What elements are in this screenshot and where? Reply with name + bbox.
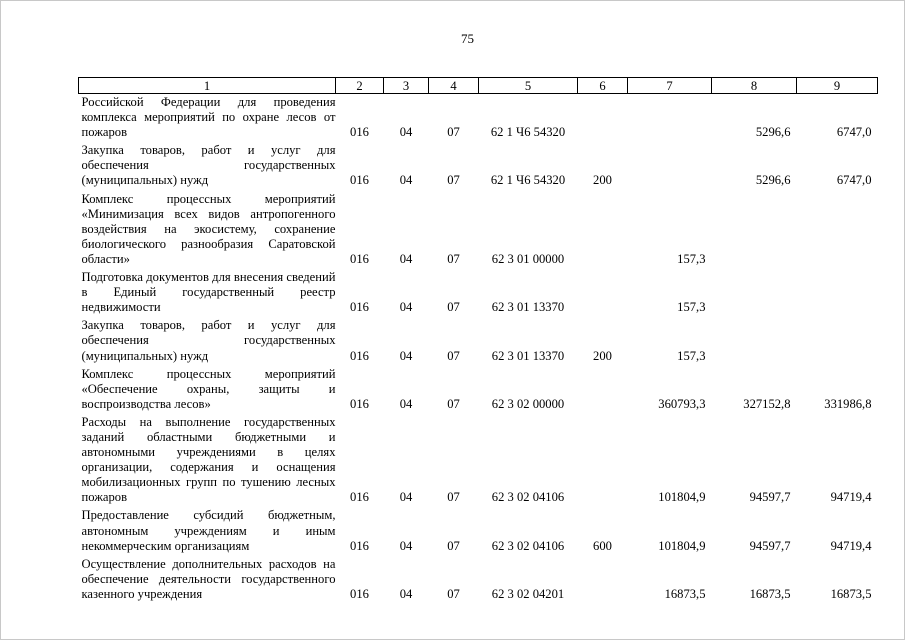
cell-code-3: 04 [399,538,413,553]
cell-code-2: 016 [350,300,369,315]
column-header: 8 [712,78,797,94]
cell-amount-9: 6747,0 [836,125,872,140]
cell-amount-8: 94597,7 [749,490,791,505]
cell-code-3: 04 [399,251,413,266]
cell-code-4: 07 [447,173,460,188]
table-row [79,191,878,269]
row-description: Комплекс процессных мероприятий «Минимизация всех видов антропогенного воздействия на экосистему, сохранение биологического разнообразия Саратовской области» [81,191,336,266]
table-row [79,414,878,508]
cell-amount-7 [628,142,712,190]
row-description: Расходы на выполнение государственных заданий областными бюджетными и автономными учреждениями в целях организации, содержания и оснащения мобилизационных групп по тушению лесных пожаров [81,414,336,505]
cell-amount-8 [712,317,797,365]
cell-code-5: 62 1 Ч6 54320 [490,125,566,140]
cell-amount-7: 101804,9 [658,490,706,505]
table-row [79,142,878,190]
cell-code-4: 07 [447,396,460,411]
column-header: 6 [578,78,628,94]
cell-code-2: 016 [350,173,369,188]
cell-code-5: 62 3 02 00000 [491,396,565,411]
cell-amount-7: 16873,5 [664,586,706,601]
cell-code-2: 016 [350,251,369,266]
cell-code-4: 07 [447,125,460,140]
column-header: 2 [336,78,384,94]
table-row [79,269,878,317]
cell-amount-7: 157,3 [677,348,706,363]
cell-code-4: 07 [447,251,460,266]
cell-amount-7: 360793,3 [658,396,706,411]
cell-code-6 [578,191,628,269]
cell-code-2: 016 [350,586,369,601]
cell-code-5: 62 3 01 13370 [491,348,565,363]
cell-code-2: 016 [350,125,369,140]
cell-code-3: 04 [399,173,413,188]
row-description: Осуществление дополнительных расходов на обеспечение деятельности государственного казенного учреждения [81,556,336,601]
table-row [79,317,878,365]
cell-amount-8 [712,269,797,317]
cell-code-6 [578,556,628,604]
cell-amount-8 [712,191,797,269]
cell-amount-9 [797,269,878,317]
column-header: 7 [628,78,712,94]
cell-code-4: 07 [447,490,460,505]
cell-code-6 [578,94,628,143]
column-header: 5 [479,78,578,94]
cell-code-3: 04 [399,396,413,411]
cell-amount-9 [797,317,878,365]
cell-amount-9: 94719,4 [830,538,872,553]
cell-amount-9: 331986,8 [824,396,872,411]
cell-amount-9 [797,191,878,269]
table-row [79,366,878,414]
cell-code-6 [578,269,628,317]
cell-amount-8: 94597,7 [749,538,791,553]
cell-code-6: 200 [593,348,612,363]
column-header: 4 [429,78,479,94]
cell-code-2: 016 [350,490,369,505]
cell-amount-9: 94719,4 [830,490,872,505]
cell-code-5: 62 1 Ч6 54320 [490,173,566,188]
cell-code-5: 62 3 01 13370 [491,300,565,315]
cell-code-5: 62 3 02 04201 [491,586,565,601]
column-header: 1 [79,78,336,94]
cell-amount-8: 327152,8 [743,396,791,411]
header-row [79,78,878,94]
cell-code-5: 62 3 02 04106 [491,490,565,505]
row-description: Российской Федерации для проведения комплекса мероприятий по охране лесов от пожаров [81,95,336,140]
cell-code-4: 07 [447,300,460,315]
cell-code-3: 04 [399,300,413,315]
row-description: Комплекс процессных мероприятий «Обеспечение охраны, защиты и воспроизводства лесов» [81,366,336,411]
table-row [79,94,878,143]
cell-code-6: 200 [593,173,612,188]
budget-table [78,77,878,604]
cell-code-3: 04 [399,125,413,140]
cell-code-4: 07 [447,586,460,601]
cell-code-3: 04 [399,490,413,505]
table-row [79,556,878,604]
page-number: 75 [461,31,474,46]
cell-code-5: 62 3 01 00000 [491,251,565,266]
cell-code-6 [578,414,628,508]
column-header: 3 [384,78,429,94]
cell-amount-7: 101804,9 [658,538,706,553]
cell-amount-8: 5296,6 [755,125,791,140]
row-description: Подготовка документов для внесения сведений в Единый государственный реестр недвижимости [81,270,336,315]
cell-amount-9: 16873,5 [830,586,872,601]
row-description: Предоставление субсидий бюджетным, автономным учреждениям и иным некоммерческим организациям [81,508,336,553]
row-description: Закупка товаров, работ и услуг для обеспечения государственных (муниципальных) нужд [81,143,336,188]
cell-amount-8: 5296,6 [755,173,791,188]
cell-code-2: 016 [350,348,369,363]
cell-code-3: 04 [399,348,413,363]
cell-code-6 [578,366,628,414]
cell-amount-7: 157,3 [677,300,706,315]
cell-code-4: 07 [447,538,460,553]
column-header: 9 [797,78,878,94]
row-description: Закупка товаров, работ и услуг для обеспечения государственных (муниципальных) нужд [81,318,336,363]
cell-amount-7: 157,3 [677,251,706,266]
cell-amount-9: 6747,0 [836,173,872,188]
cell-code-6: 600 [593,538,612,553]
table-row [79,507,878,555]
cell-amount-8: 16873,5 [749,586,791,601]
cell-code-2: 016 [350,396,369,411]
cell-code-2: 016 [350,538,369,553]
cell-code-3: 04 [399,586,413,601]
cell-code-4: 07 [447,348,460,363]
cell-code-5: 62 3 02 04106 [491,538,565,553]
cell-amount-7 [628,94,712,143]
